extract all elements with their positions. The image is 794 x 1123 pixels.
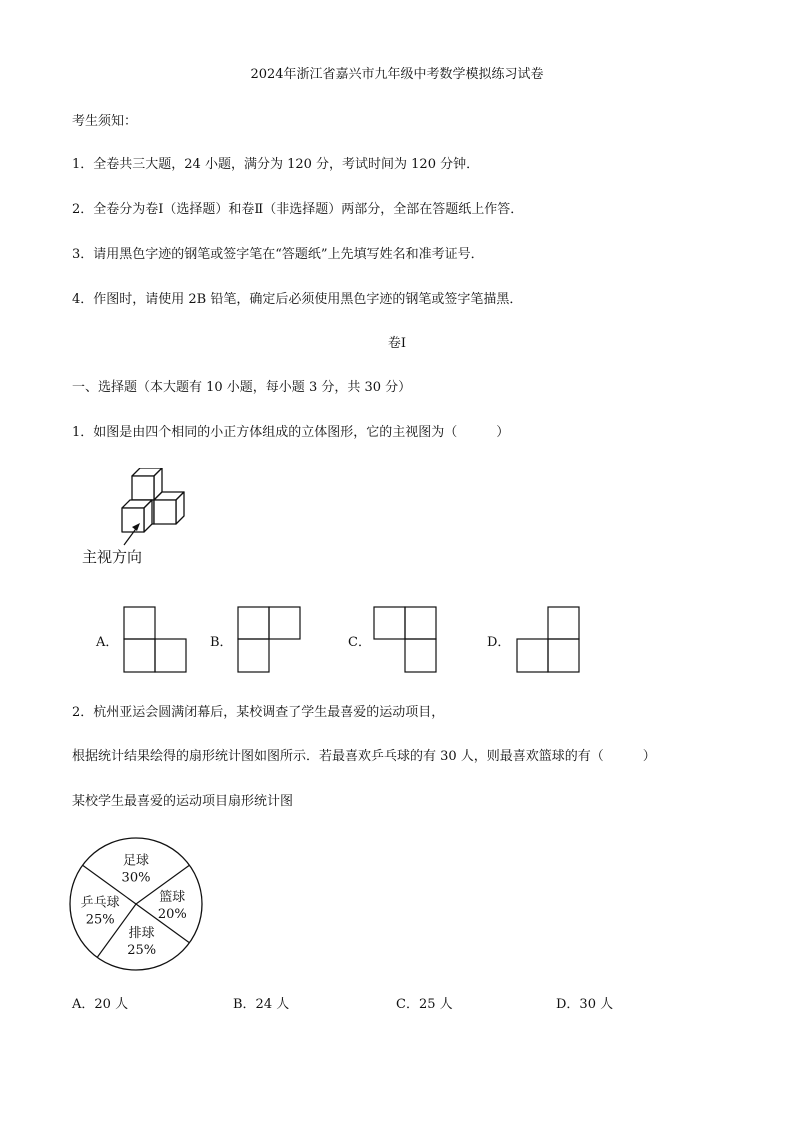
q1-option-d-figure: [516, 606, 582, 674]
chart-title: 某校学生最喜爱的运动项目扇形统计图: [72, 794, 294, 809]
q1-option-d-label: D．: [487, 635, 511, 650]
q1-option-b-figure: [237, 606, 303, 674]
notice-item-3: 3．请用黑色字迹的钢笔或签字笔在“答题纸”上先填写姓名和准考证号．: [72, 247, 484, 262]
pie-chart: [66, 834, 206, 974]
q1-option-a-figure: [123, 606, 189, 674]
pie-slice-label: 排球: [128, 925, 155, 941]
q2-option-d: D．30 人: [556, 997, 614, 1012]
pie-slice-percent: 20%: [157, 907, 187, 922]
figure-caption: 主视方向: [82, 548, 143, 566]
pie-slice-label: 乒乓球: [80, 895, 120, 911]
question-1-stem: 1．如图是由四个相同的小正方体组成的立体图形，它的主视图为（ ）: [72, 425, 510, 440]
notice-item-1: 1．全卷共三大题，24 小题，满分为 120 分，考试时间为 120 分钟．: [72, 157, 480, 172]
pie-slice-percent: 25%: [127, 942, 157, 958]
question-2-stem-line1: 2．杭州亚运会圆满闭幕后，某校调查了学生最喜爱的运动项目，: [72, 705, 445, 720]
pie-slice-percent: 30%: [121, 870, 151, 886]
q1-option-a-label: A．: [96, 635, 119, 650]
pie-slice-label: 篮球: [159, 890, 186, 905]
q1-option-c-label: C．: [348, 635, 371, 650]
pie-slice-label: 足球: [122, 853, 150, 869]
volume-label: 卷Ⅰ: [387, 336, 407, 351]
q2-option-a: A．20 人: [72, 997, 129, 1012]
pie-slice-percent: 25%: [85, 912, 115, 928]
q2-option-b: B．24 人: [233, 997, 290, 1012]
question-2-stem-line2: 根据统计结果绘得的扇形统计图如图所示．若最喜欢乒乓球的有 30 人，则最喜欢篮球的有（ ）: [72, 749, 656, 764]
notice-heading: 考生须知：: [72, 114, 138, 129]
q1-option-c-figure: [373, 606, 439, 674]
notice-item-4: 4．作图时，请使用 2B 铅笔，确定后必须使用黑色字迹的钢笔或签字笔描黑．: [72, 292, 523, 307]
q1-option-b-label: B．: [210, 635, 233, 650]
q2-option-c: C．25 人: [396, 997, 453, 1012]
notice-item-2: 2．全卷分为卷Ⅰ（选择题）和卷Ⅱ（非选择题）两部分，全部在答题纸上作答．: [72, 202, 524, 217]
section-heading: 一、选择题（本大题有 10 小题，每小题 3 分，共 30 分）: [72, 380, 412, 395]
page-title: 2024年浙江省嘉兴市九年级中考数学模拟练习试卷: [250, 67, 544, 82]
